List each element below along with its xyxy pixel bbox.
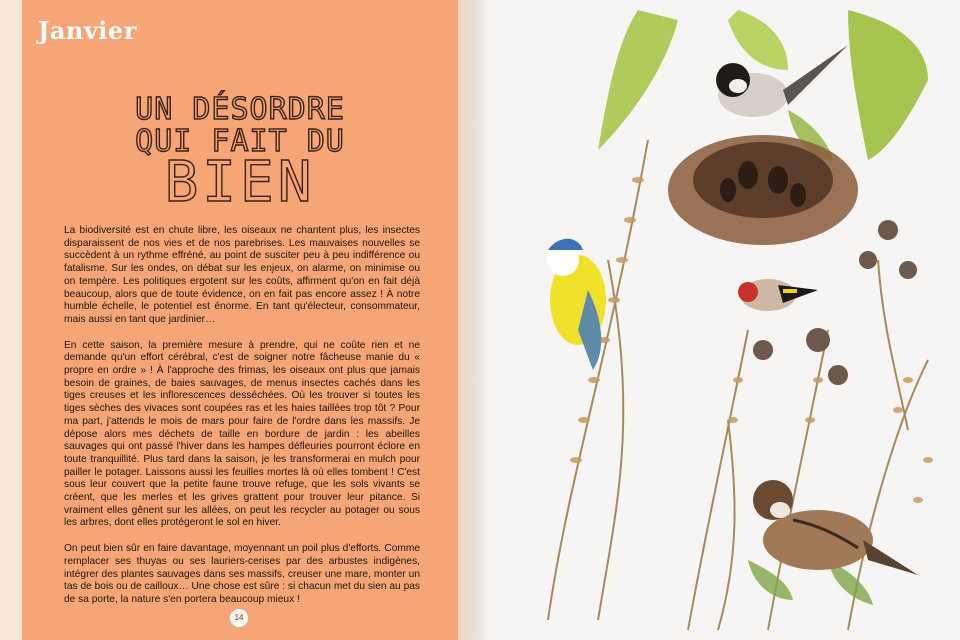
sparrow xyxy=(753,480,918,575)
paragraph: La biodiversité est en chute libre, les oiseaux ne chantent plus, les insectes disparaissent de nos vies et de nos parebrises. Les mauvaises nouvelles se succèdent à un rythme effréné, au point de susciter peu à peu indifférence ou fatalisme. Sur les ondes, on débat sur les enjeux, on alarme, on minimise ou on tempère. Les politiques ergotent sur les coûts, affirment qu'on en fait déjà beaucoup, alors que de toute évidence, on en fait pas encore assez ! À notre humble échelle, le potentiel est énorme. En tant qu'électeur, consommateur, mais aussi en tant que jardinier… xyxy=(64,225,420,325)
sunflower-head xyxy=(668,135,858,245)
illustration-page xyxy=(488,0,960,640)
goldfinch xyxy=(738,279,818,311)
bird-illustration xyxy=(488,0,960,640)
paragraph: On peut bien sûr en faire davantage, moyennant un poil plus d'efforts. Comme remplacer ses thuyas ou ses lauriers-cerises par des arbustes indigènes, intégrer des plantes sauvages dans ses massifs, creuser une mare, monter un tas de bois ou de cailloux… Une chose est sûre : si chacun met du sien au pas de sa porte, la nature s'en portera beaucoup mieux ! xyxy=(64,543,420,605)
month-heading: Janvier xyxy=(38,16,137,45)
article-body xyxy=(64,225,420,620)
title-line-1: UN DÉSORDRE xyxy=(135,92,345,127)
title-line-2: QUI FAIT DU xyxy=(135,124,345,159)
blue-tit xyxy=(547,239,606,370)
page-number: 14 xyxy=(230,609,248,627)
text-panel xyxy=(22,0,458,640)
title-line-3: BIEN xyxy=(164,150,316,215)
paragraph: En cette saison, la première mesure à prendre, qui ne coûte rien et ne demande qu'un effort cérébral, c'est de soigner notre fâcheuse manie du « propre en ordre » ! À l'approche des frimas, les oiseaux ont plus que jamais besoin de graines, de baies sauvages, de menus insectes cachés dans les tiges creuses et les inflorescences desséchées. Où les trouver si toutes les tiges sèches des vivaces sont coupées ras et les haies taillées trop tôt ? Pour ma part, j'attends le mois de mars pour faire de l'ordre dans les massifs. Je dépose alors mes déchets de taille en bordure de jardin : les abeilles sauvages qui ont passé l'hiver dans les hampes défleuries pourront éclore en toute tranquillité. Plus tard dans la saison, je les transformerai en mulch pour pailler le potager. Laissons aussi les feuilles mortes là où elles tombent ! C'est sous leur couvert que la petite faune trouve refuge, que les sols vivants se créent, que les merles et les grives grattent pour trouver leur pitance. Si vraiment elles gênent sur les allées, on peut les recycler au potager ou sous les arbres, dont elles protégeront le sol en hiver. xyxy=(64,339,420,529)
page-gutter xyxy=(458,0,488,640)
